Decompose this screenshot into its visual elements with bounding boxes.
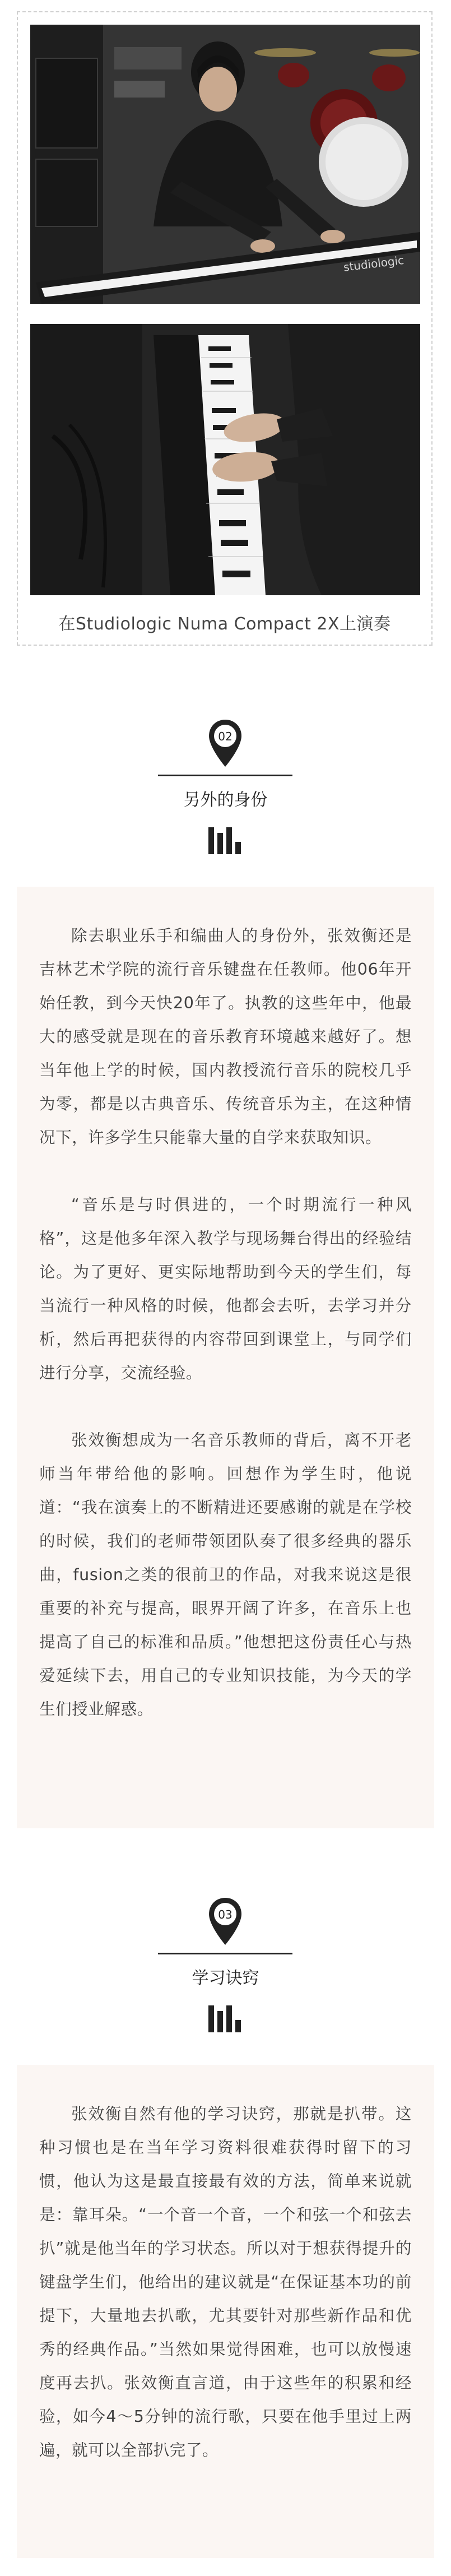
- location-pin-icon: [207, 719, 243, 769]
- keyboard-closeup-illustration: [30, 324, 420, 595]
- paragraph: “音乐是与时俱进的，一个时期流行一种风格”，这是他多年深入教学与现场舞台得出的经验结论。为了更好、更实际地帮助到今天的学生们，每当流行一种风格的时候，他都会去听，去学习并分析，然后再把获得的内容带回到课堂上，与同学们进行分享，交流经验。: [39, 1196, 412, 1382]
- section-divider-line: [158, 1953, 292, 1954]
- section-number: 03: [218, 1908, 233, 1921]
- bar-graph-icon: [207, 2003, 243, 2032]
- paragraph: 张效衡自然有他的学习诀窍，那就是扒带。这种习惯也是在当年学习资料很难获得时留下的习惯，他认为这是最直接最有效的方法，简单来说就是：靠耳朵。“一个音一个音，一个和弦一个和弦去扒”就是他当年的学习状态。所以对于想获得提升的键盘学生们，他给出的建议就是“在保证基本功的前提下，大量地去扒歌，尤其要针对那些新作品和优秀的经典作品。”当然如果觉得困难，也可以放慢速度再去扒。张效衡直言道，由于这些年的积累和经验，如今4～5分钟的流行歌，只要在他手里过上两遍，就可以全部扒完了。: [39, 2105, 412, 2459]
- studio-photo-illustration: [30, 25, 420, 304]
- section-title: 学习诀窍: [192, 1968, 259, 1988]
- paragraph: 除去职业乐手和编曲人的身份外，张效衡还是吉林艺术学院的流行音乐键盘在任教师。他06年开始任教，到今天快20年了。执教的这些年中，他最大的感受就是现在的音乐教育环境越来越好了。想当年他上学的时候，国内教授流行音乐的院校几乎为零，都是以古典音乐、传统音乐为主，在这种情况下，许多学生只能靠大量的自学来获取知识。: [39, 926, 412, 1147]
- section-02-text-panel: [17, 887, 434, 1828]
- bar-graph-icon: [207, 825, 243, 854]
- location-pin-icon: [207, 1897, 243, 1947]
- section-number: 02: [218, 730, 233, 743]
- photo-musician-playing-keyboard: [30, 25, 420, 304]
- section-03-text-panel: [17, 2065, 434, 2558]
- section-header-02: [0, 719, 451, 864]
- photo-caption: 在Studiologic Numa Compact 2X上演奏: [58, 614, 391, 634]
- section-header-03: [0, 1897, 451, 2042]
- paragraph: 张效衡想成为一名音乐教师的背后，离不开老师当年带给他的影响。回想作为学生时，他说道：“我在演奏上的不断精进还要感谢的就是在学校的时候，我们的老师带领团队奏了很多经典的器乐曲，fusion之类的很前卫的作品，对我来说这是很重要的补充与提高，眼界开阔了许多，在音乐上也提高了自己的标准和品质。”他想把这份责任心与热爱延续下去，用自己的专业知识技能，为今天的学生们授业解惑。: [39, 1431, 412, 1718]
- section-divider-line: [158, 775, 292, 776]
- photo-frame: [17, 11, 433, 646]
- keyboard-brand-label: studiologic: [342, 253, 405, 274]
- section-title: 另外的身份: [183, 790, 268, 810]
- photo-keyboard-closeup: [30, 324, 420, 595]
